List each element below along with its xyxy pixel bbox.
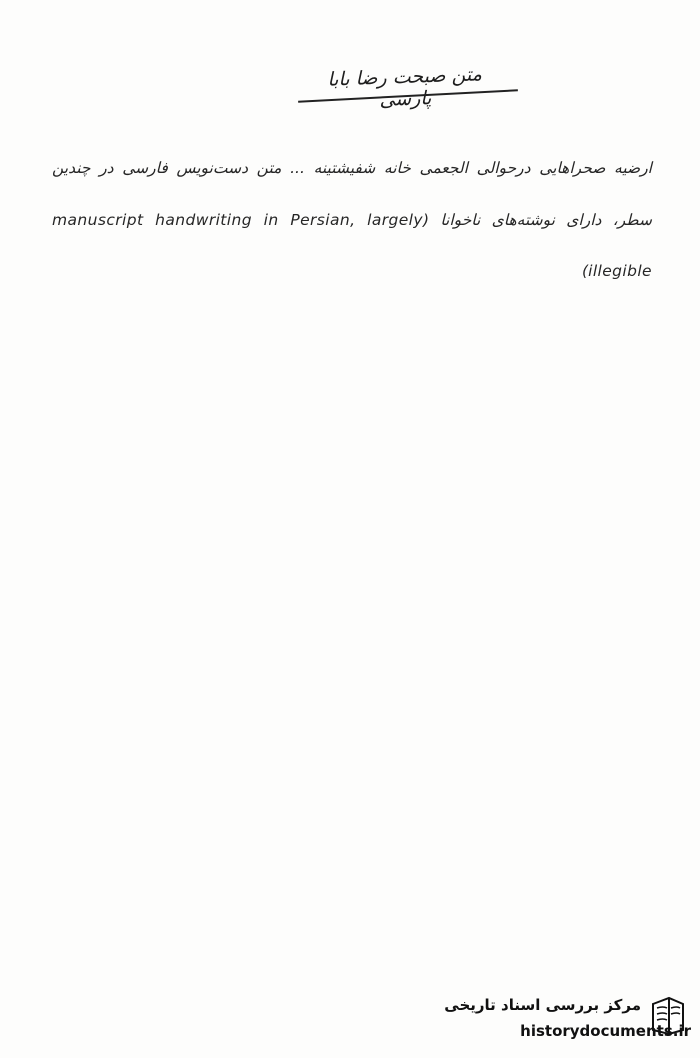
watermark-url: historydocuments.ir — [520, 1022, 691, 1040]
archive-watermark — [410, 990, 695, 1052]
page-title: متن صبحت رضا بابا پارسی — [326, 63, 483, 111]
watermark-title: مرکز بررسی اسناد تاریخی — [444, 996, 641, 1014]
body-paragraph: ارضیه صحراهایی درحوالی الجعمی خانه شفیشتینه ... متن دست‌نویس فارسی در چندین سطر، دارای نوشته‌های ناخوانا (manuscript handwriting in Persian, largely illegible) — [52, 159, 652, 280]
handwritten-body — [52, 143, 652, 298]
